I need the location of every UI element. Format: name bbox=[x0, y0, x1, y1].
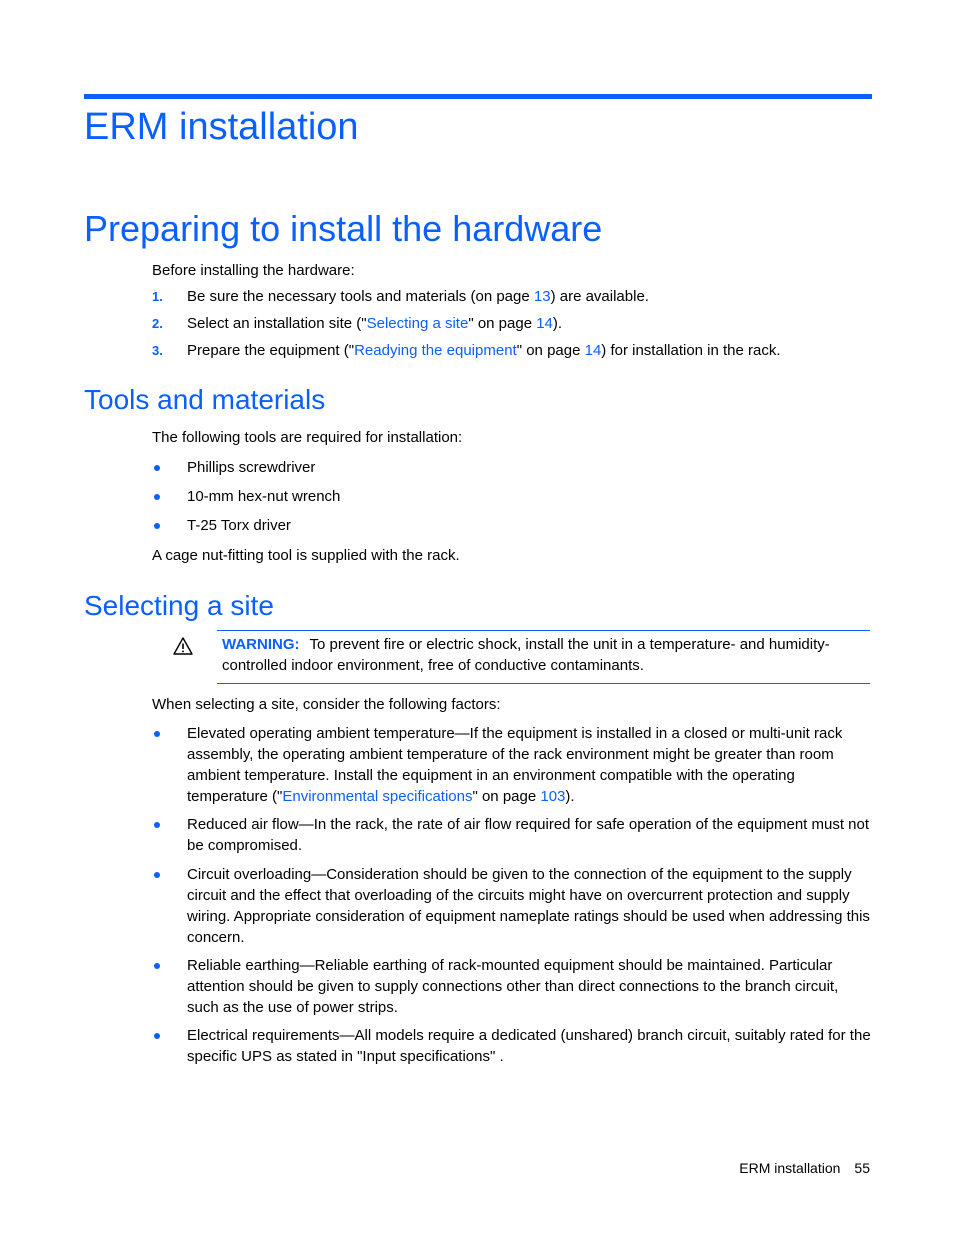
step-text: Be sure the necessary tools and materials (on page 13) are available. bbox=[187, 288, 649, 305]
environmental-specs-link[interactable]: Environmental specifications bbox=[282, 788, 473, 805]
bullet-icon bbox=[154, 963, 160, 969]
page-link[interactable]: 14 bbox=[584, 342, 602, 359]
step-number: 2. bbox=[152, 316, 163, 331]
step-text: Select an installation site ("Selecting a site" on page 14). bbox=[187, 315, 563, 332]
page-link[interactable]: 103 bbox=[540, 788, 566, 805]
readying-equipment-link[interactable]: Readying the equipment bbox=[354, 342, 517, 359]
page-link[interactable]: 13 bbox=[533, 288, 551, 305]
step-number: 1. bbox=[152, 289, 163, 304]
warning-icon bbox=[172, 636, 194, 656]
site-title: Selecting a site bbox=[84, 590, 274, 621]
warning-label: WARNING: bbox=[222, 636, 300, 653]
chapter-title: ERM installation bbox=[84, 106, 359, 148]
page-number: 55 bbox=[854, 1160, 870, 1176]
bullet-icon bbox=[154, 465, 160, 471]
section-intro: Before installing the hardware: bbox=[152, 262, 355, 279]
bullet-icon bbox=[154, 731, 160, 737]
bullet-icon bbox=[154, 822, 160, 828]
tools-note: A cage nut-fitting tool is supplied with the rack. bbox=[152, 547, 460, 564]
warning-text: WARNING: To prevent fire or electric shock, install the unit in a temperature- and humidity-controlled indoor environment, free of conductive contaminants. bbox=[222, 636, 830, 674]
bullet-icon bbox=[154, 494, 160, 500]
bullet-icon bbox=[154, 872, 160, 878]
page-footer bbox=[739, 1158, 870, 1178]
tools-intro: The following tools are required for installation: bbox=[152, 429, 463, 446]
bullet-icon bbox=[154, 523, 160, 529]
section-title: Preparing to install the hardware bbox=[84, 208, 603, 249]
tools-title: Tools and materials bbox=[84, 384, 326, 415]
chapter-rule bbox=[84, 94, 872, 99]
site-intro: When selecting a site, consider the following factors: bbox=[152, 696, 501, 713]
step-text: Prepare the equipment ("Readying the equipment" on page 14) for installation in the rack. bbox=[187, 342, 781, 359]
selecting-site-link[interactable]: Selecting a site bbox=[366, 315, 469, 332]
bullet-icon bbox=[154, 1033, 160, 1039]
page-link[interactable]: 14 bbox=[536, 315, 553, 332]
warning-box bbox=[217, 630, 870, 684]
step-number: 3. bbox=[152, 343, 163, 358]
footer-title: ERM installation bbox=[739, 1160, 841, 1176]
